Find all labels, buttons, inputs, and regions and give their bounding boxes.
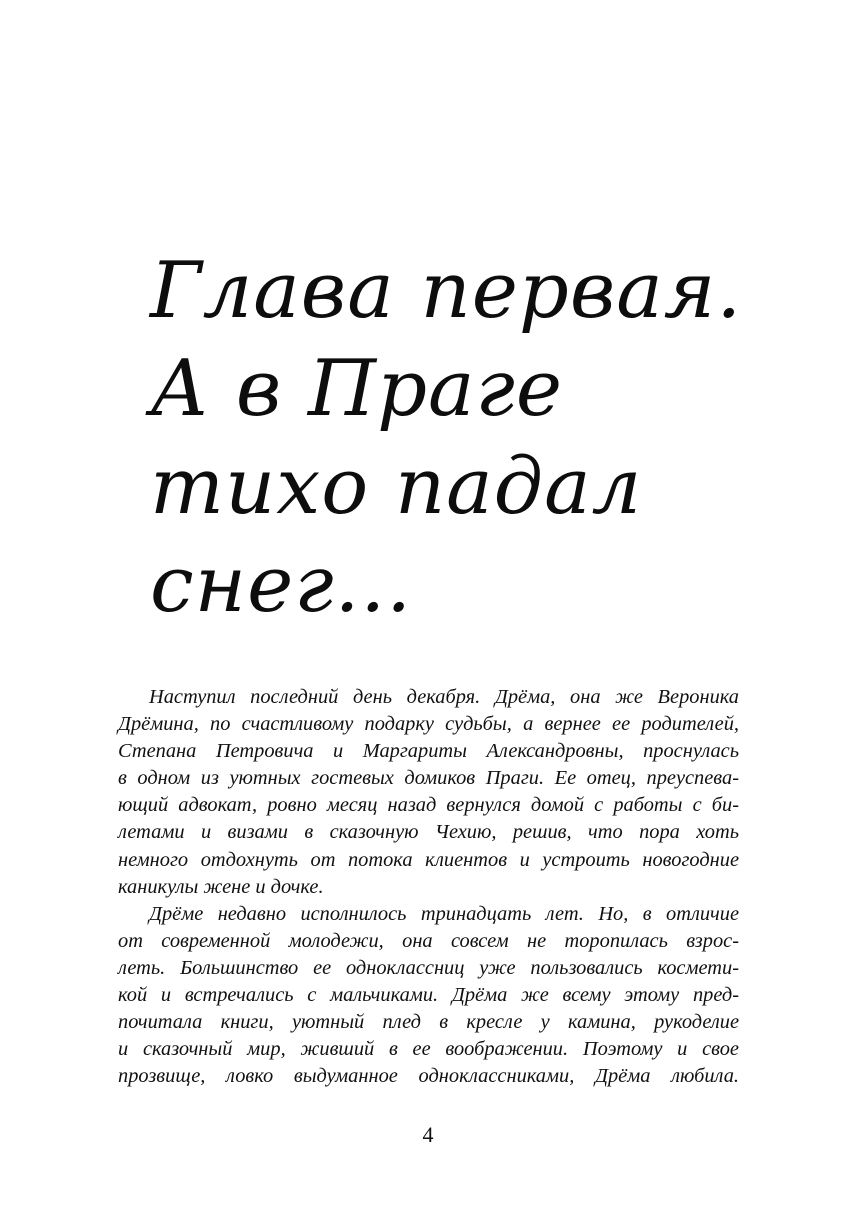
- chapter-title-line: тихо падал: [150, 442, 643, 532]
- chapter-title-line: снег...: [150, 540, 413, 630]
- text-line: и сказочный мир, живший в ее воображении. Поэтому и свое: [118, 1038, 739, 1061]
- chapter-title-line: А в Праге: [150, 344, 564, 434]
- text-line: немного отдохнуть от потока клиентов и устроить новогодние: [118, 848, 739, 871]
- page-number: 4: [422, 1122, 434, 1147]
- text-line: в одном из уютных гостевых домиков Праги. Ее отец, преуспева-: [118, 767, 739, 790]
- chapter-title-line: Глава первая.: [150, 246, 743, 336]
- text-line: Наступил последний день декабря. Дрёма, она же Вероника: [149, 686, 739, 708]
- paragraph-1: [118, 684, 739, 901]
- text-line: ющий адвокат, ровно месяц назад вернулся домой с работы с би-: [118, 794, 739, 817]
- text-line: леть. Большинство ее одноклассниц уже пользовались космети-: [118, 956, 739, 979]
- text-line: летами и визами в сказочную Чехию, решив, что пора хоть: [118, 821, 739, 844]
- text-line: от современной молодежи, она совсем не торопилась взрос-: [118, 929, 739, 952]
- body-text: [118, 684, 739, 1090]
- text-line: Степана Петровича и Маргариты Александровны, проснулась: [118, 740, 739, 763]
- text-line: Дрёме недавно исполнилось тринадцать лет. Но, в отличие: [149, 902, 739, 925]
- chapter-title: [150, 242, 750, 634]
- text-line: почитала книги, уютный плед в кресле у камина, рукоделие: [118, 1011, 739, 1034]
- text-line: каникулы жене и дочке.: [118, 875, 324, 898]
- text-line: прозвище, ловко выдуманное одноклассниками, Дрёма любила.: [118, 1065, 739, 1088]
- paragraph-2: [118, 901, 739, 1091]
- text-line: Дрёмина, по счастливому подарку судьбы, а вернее ее родителей,: [118, 713, 739, 736]
- text-line: кой и встречались с мальчиками. Дрёма же всему этому пред-: [118, 984, 739, 1007]
